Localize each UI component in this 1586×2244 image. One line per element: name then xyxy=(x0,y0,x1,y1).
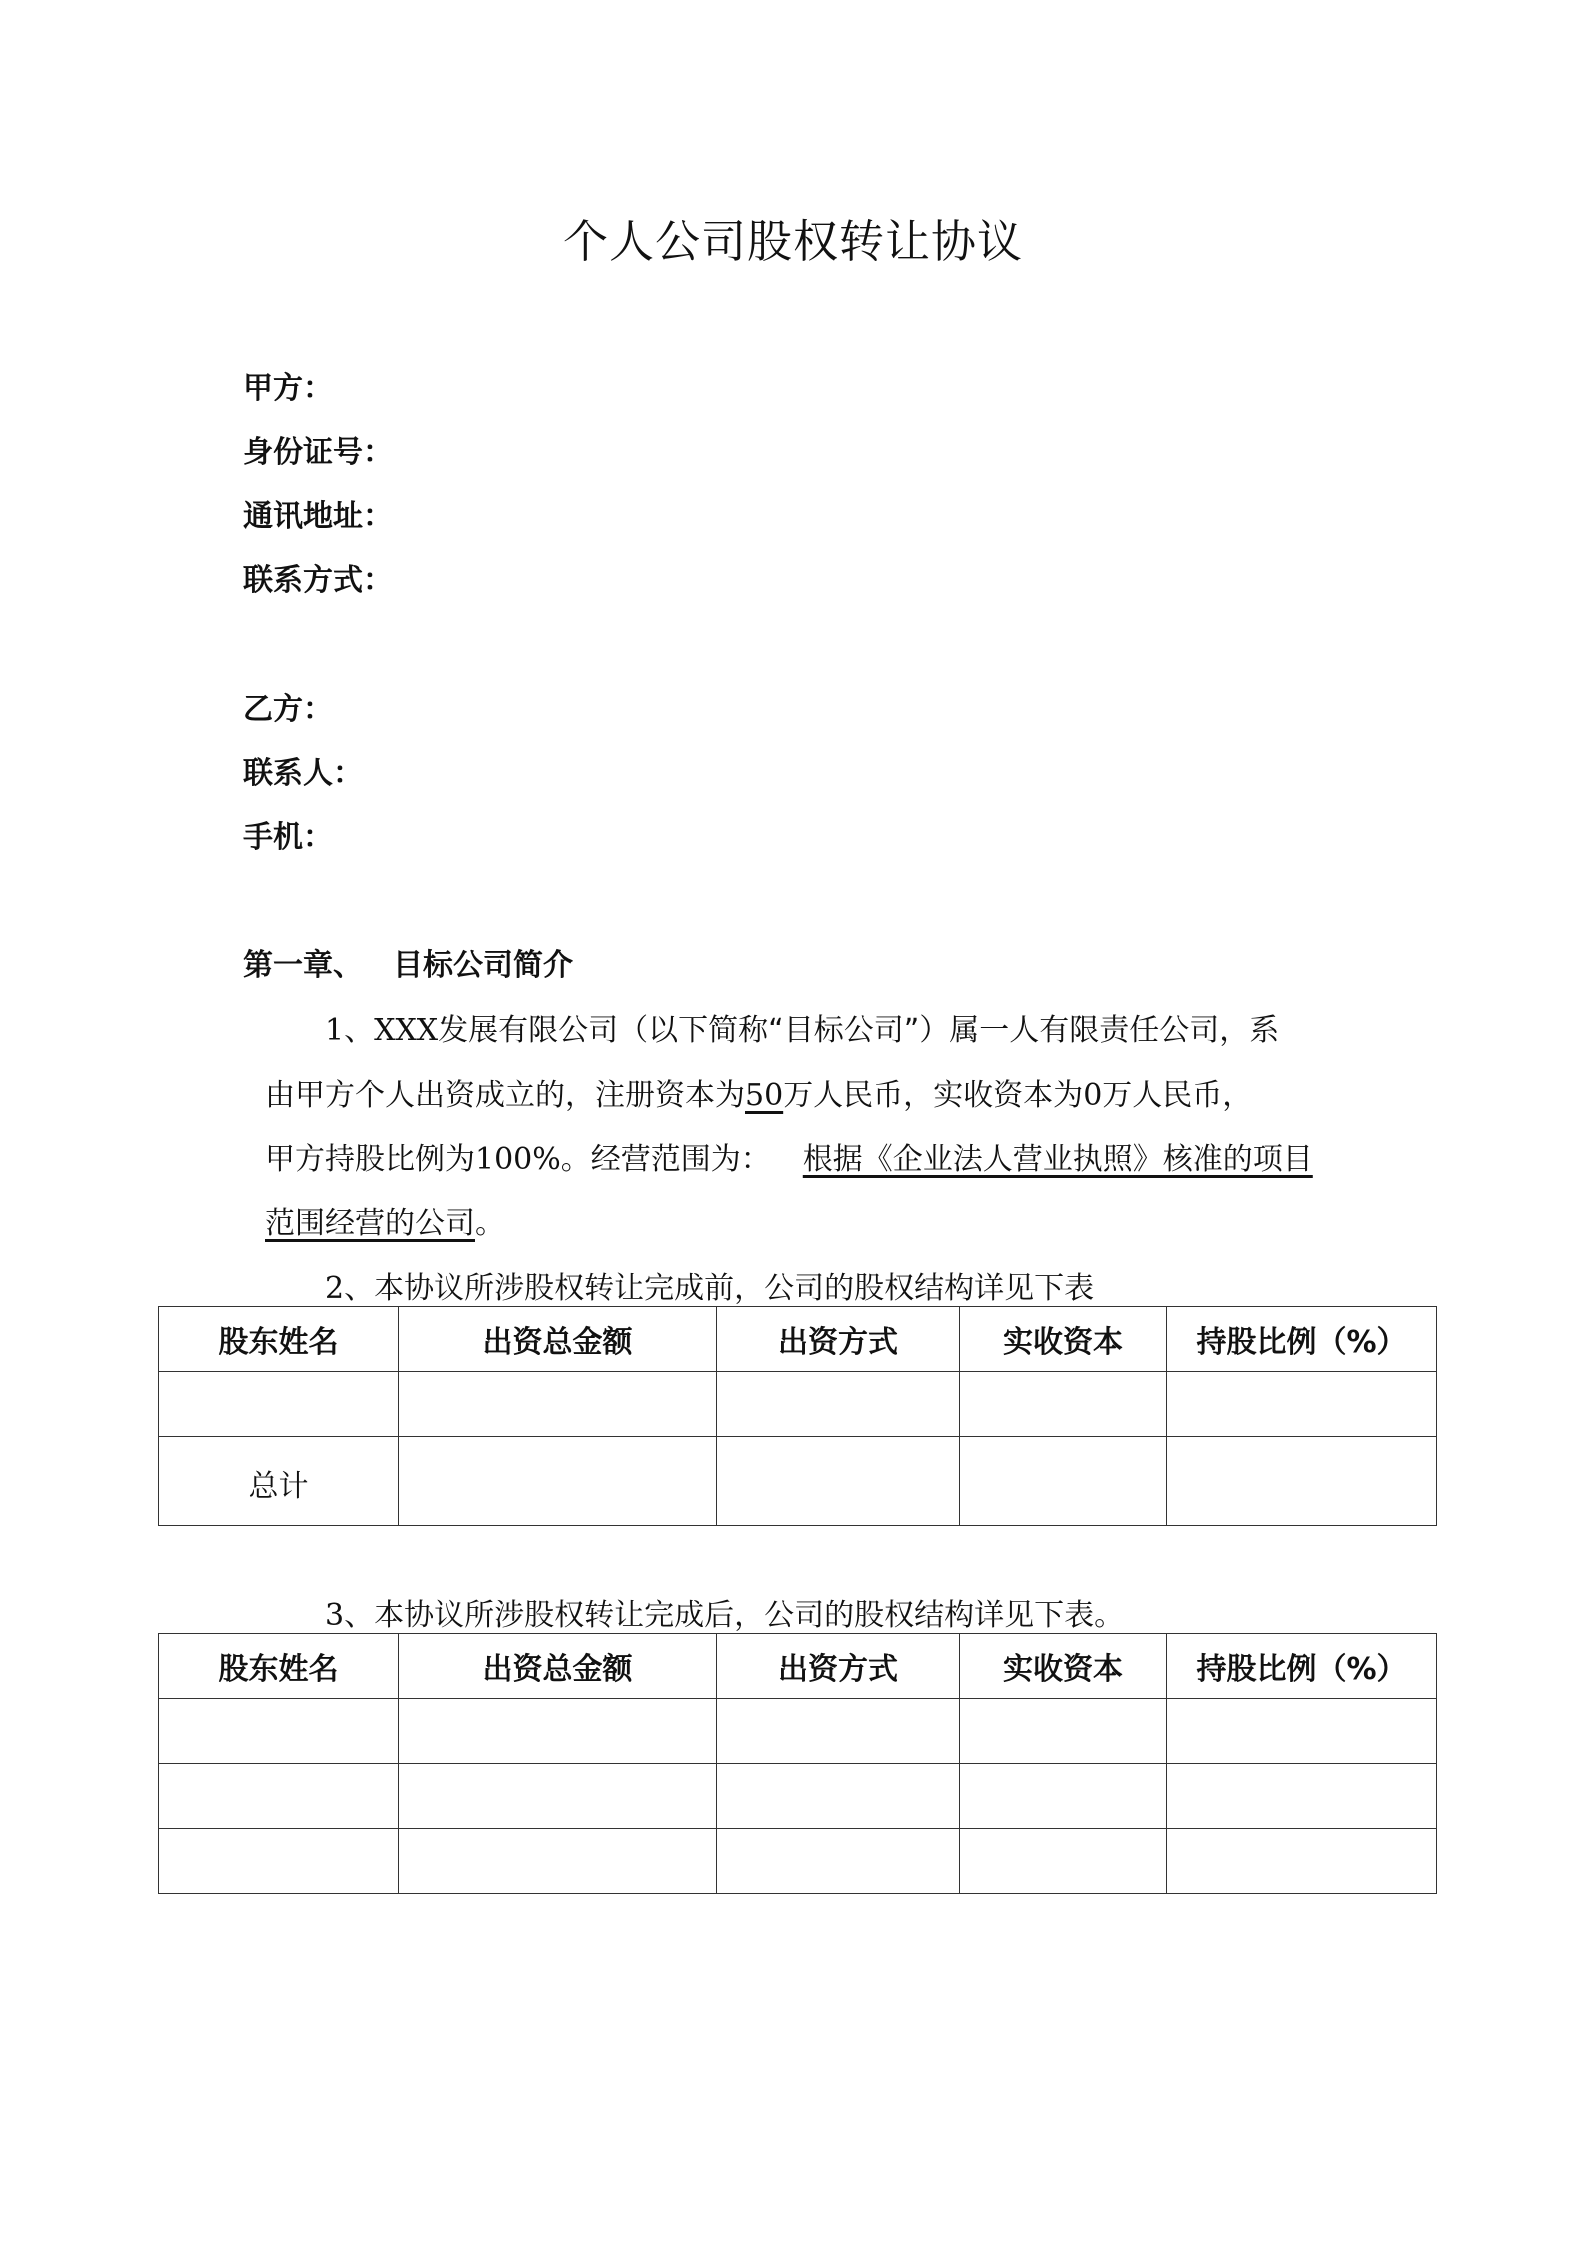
table-cell xyxy=(159,1699,399,1764)
header-shareholder-name: 股东姓名 xyxy=(159,1307,399,1372)
chapter-title: 目标公司简介 xyxy=(393,948,573,983)
table-cell xyxy=(960,1699,1167,1764)
table-row xyxy=(159,1829,1437,1894)
table-total-row xyxy=(159,1437,1437,1526)
table-cell xyxy=(159,1372,399,1437)
party-a-address-label: 通讯地址： xyxy=(243,499,393,534)
clause-3-number: 3 xyxy=(325,1598,345,1633)
party-b-phone-label: 手机： xyxy=(243,820,333,855)
table-cell xyxy=(717,1829,960,1894)
clause-1-text: 甲方持股比例为 xyxy=(265,1142,475,1177)
table-cell xyxy=(717,1372,960,1437)
table-cell xyxy=(1167,1829,1437,1894)
clause-3-text: 、本协议所涉股权转让完成后，公司的股权结构详见下表。 xyxy=(344,1598,1125,1633)
paid-capital-value: 0 xyxy=(1083,1078,1103,1113)
header-share-ratio: 持股比例（%） xyxy=(1167,1634,1437,1699)
table-row xyxy=(159,1372,1437,1437)
share-ratio-value: 100% xyxy=(475,1142,561,1177)
clause-1-text: 。 xyxy=(475,1206,505,1241)
table-cell xyxy=(1167,1764,1437,1829)
business-scope-line-1: 根据《企业法人营业执照》核准的项目 xyxy=(802,1142,1313,1177)
table-cell xyxy=(1167,1437,1437,1526)
header-paid-in-capital: 实收资本 xyxy=(960,1307,1167,1372)
chapter-number: 第一章、 xyxy=(243,948,363,983)
table-cell xyxy=(1167,1372,1437,1437)
clause-1-line-3 xyxy=(265,1134,1313,1178)
table-cell xyxy=(399,1764,717,1829)
party-a-label: 甲方： xyxy=(243,371,333,406)
registered-capital-value: 50 xyxy=(745,1078,784,1113)
chapter-heading xyxy=(243,940,573,984)
business-scope-line-2: 范围经营的公司 xyxy=(265,1206,475,1241)
equity-table-before xyxy=(158,1306,1437,1526)
clause-1-line-2 xyxy=(265,1070,1252,1114)
clause-1-line-4 xyxy=(265,1198,505,1242)
document-title: 个人公司股权转让协议 xyxy=(562,215,1023,268)
clause-1-text: 由甲方个人出资成立的，注册资本为 xyxy=(265,1078,745,1113)
table-cell xyxy=(1167,1699,1437,1764)
clause-1-text: 万人民币，实收资本为 xyxy=(783,1078,1084,1113)
equity-table-after xyxy=(158,1633,1437,1894)
company-placeholder: XXX xyxy=(374,1013,439,1048)
table-cell xyxy=(960,1372,1167,1437)
clause-2-number: 2 xyxy=(325,1271,345,1306)
table-cell xyxy=(159,1829,399,1894)
clause-1-line-1 xyxy=(325,1005,1279,1049)
header-paid-in-capital: 实收资本 xyxy=(960,1634,1167,1699)
clause-3 xyxy=(325,1590,1124,1634)
party-a-id-label: 身份证号： xyxy=(243,435,393,470)
header-share-ratio: 持股比例（%） xyxy=(1167,1307,1437,1372)
table-cell xyxy=(399,1437,717,1526)
table-row xyxy=(159,1699,1437,1764)
clause-1-text: 、 xyxy=(344,1013,375,1048)
total-label: 总计 xyxy=(159,1437,399,1526)
party-b-contact-person-label: 联系人： xyxy=(243,756,363,791)
clause-1-text: 。经营范围为： xyxy=(560,1142,771,1177)
clause-2-text: 、本协议所涉股权转让完成前，公司的股权结构详见下表 xyxy=(344,1271,1095,1306)
header-contribution-method: 出资方式 xyxy=(717,1634,960,1699)
table-cell xyxy=(960,1829,1167,1894)
party-b-label: 乙方： xyxy=(243,692,333,727)
header-total-contribution: 出资总金额 xyxy=(399,1307,717,1372)
table-cell xyxy=(717,1699,960,1764)
table-row xyxy=(159,1764,1437,1829)
clause-1-text: 万人民币， xyxy=(1102,1078,1253,1113)
clause-1-number: 1 xyxy=(325,1013,345,1048)
party-a-contact-label: 联系方式： xyxy=(243,563,393,598)
table-cell xyxy=(399,1699,717,1764)
header-contribution-method: 出资方式 xyxy=(717,1307,960,1372)
table-cell xyxy=(399,1829,717,1894)
header-shareholder-name: 股东姓名 xyxy=(159,1634,399,1699)
table-header-row xyxy=(159,1634,1437,1699)
table-cell xyxy=(399,1372,717,1437)
table-cell xyxy=(960,1437,1167,1526)
table-cell xyxy=(960,1764,1167,1829)
table-cell xyxy=(717,1764,960,1829)
clause-2 xyxy=(325,1263,1094,1307)
clause-1-text: 发展有限公司（以下简称“目标公司”）属一人有限责任公司，系 xyxy=(438,1013,1280,1048)
table-header-row xyxy=(159,1307,1437,1372)
table-cell xyxy=(159,1764,399,1829)
header-total-contribution: 出资总金额 xyxy=(399,1634,717,1699)
table-cell xyxy=(717,1437,960,1526)
